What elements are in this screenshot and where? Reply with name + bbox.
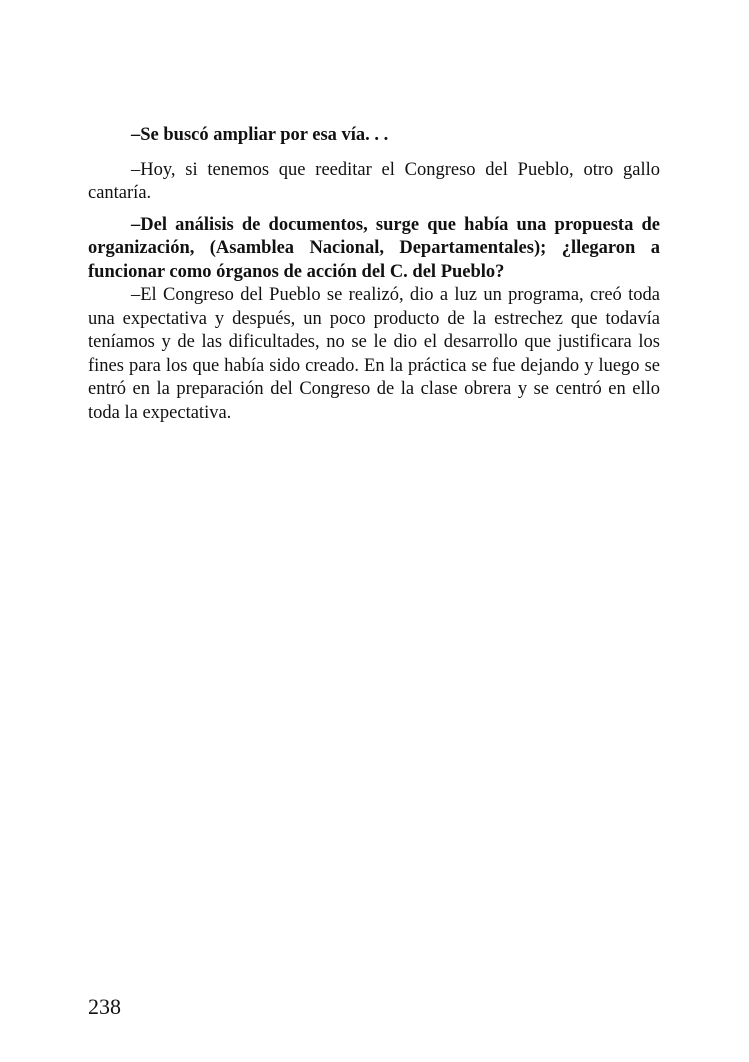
question-paragraph-2: –Del análisis de documentos, surge que había una propuesta de organización, (Asamblea Nacional, Departamentales); ¿llegaron a funcionar como órganos de acción del C. del Pueblo?: [88, 214, 660, 282]
body-text: [88, 124, 660, 425]
answer-paragraph-2: –El Congreso del Pueblo se realizó, dio a luz un programa, creó toda una expectativa y después, un poco producto de la estrechez que todavía teníamos y de las dificultades, no se le dio el desarrollo que justificara los fines para los que había sido creado. En la práctica se fue dejando y luego se entró en la preparación del Congreso de la clase obrera y se centró en ello toda la expectativa.: [88, 285, 660, 423]
page-number: 238: [88, 994, 121, 1019]
question-paragraph-1: –Se buscó ampliar por esa vía. . .: [131, 125, 389, 145]
answer-paragraph-1: –Hoy, si tenemos que reeditar el Congreso del Pueblo, otro gallo cantaría.: [88, 159, 660, 203]
